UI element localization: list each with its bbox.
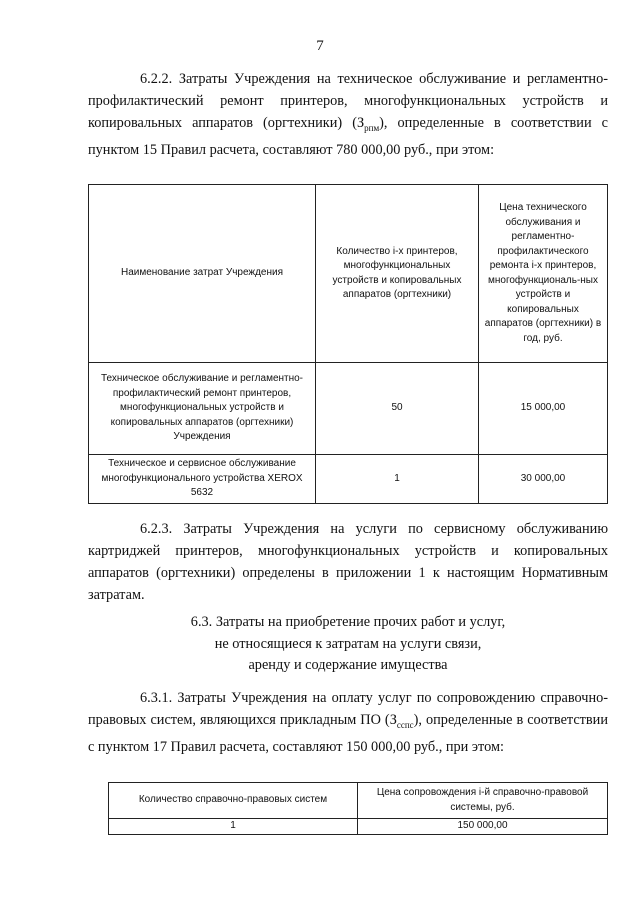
p631-text-after: ), определенные в соответствии с пунктом 17 Правил расчета, составляют 150 000,00 руб., при этом:	[88, 712, 608, 755]
t1-header-price: Цена технического обслуживания и регламентно-профилактического ремонта i-х принтеров, многофункциональ-ных устройств и копировальных аппаратов (оргтехники) в год, руб.	[479, 185, 608, 363]
t1-header-qty: Количество i-х принтеров, многофункциональных устройств и копировальных аппаратов (оргтехники)	[316, 185, 479, 363]
section-heading-line1: 6.3. Затраты на приобретение прочих работ и услуг,	[190, 614, 506, 630]
table-2-header-row	[109, 783, 608, 819]
t1-header-name: Наименование затрат Учреждения	[89, 185, 316, 363]
p622-sub: рпм	[364, 122, 380, 133]
t2-header-count: Количество справочно-правовых систем	[109, 783, 358, 819]
t1-r2-qty: 1	[316, 455, 479, 504]
table-1	[88, 184, 608, 504]
t1-r2-price: 30 000,00	[479, 455, 608, 504]
t2-r1-count: 1	[109, 819, 358, 835]
t2-r1-price: 150 000,00	[358, 819, 608, 835]
section-6-3-heading	[88, 612, 608, 677]
t1-r1-price: 15 000,00	[479, 363, 608, 455]
t1-r2-name: Техническое и сервисное обслуживание многофункционального устройства XEROX 5632	[89, 455, 316, 504]
section-heading-line3: аренду и содержание имущества	[248, 657, 448, 673]
t2-header-price: Цена сопровождения i-й справочно-правовой системы, руб.	[358, 783, 608, 819]
t1-r1-qty: 50	[316, 363, 479, 455]
p631-sub: сспс	[396, 719, 414, 730]
p631-text: 6.3.1. Затраты Учреждения на оплату услуг по сопровождению справочно-правовых систем, являющихся прикладным ПО (З	[88, 690, 608, 728]
p623-text: 6.2.3. Затраты Учреждения на услуги по сервисному обслуживанию картриджей принтеров, многофункциональных устройств и копировальных аппаратов (оргтехники) определены в приложении 1 к настоящим Нормативным затратам.	[88, 521, 608, 603]
t1-r1-name: Техническое обслуживание и регламентно-профилактический ремонт принтеров, многофункциональных устройств и копировальных аппаратов (оргтехники) Учреждения	[89, 363, 316, 455]
table-row	[89, 363, 608, 455]
paragraph-6-2-3	[88, 518, 608, 606]
section-heading-line2: не относящиеся к затратам на услуги связи,	[214, 635, 482, 652]
paragraph-6-3-1	[88, 687, 608, 758]
p622-text: 6.2.2. Затраты Учреждения на техническое обслуживание и регламентно-профилактический ремонт принтеров, многофункциональных устройств и копировальных аппаратов (оргтехники) (З	[88, 71, 608, 131]
p622-text-after: ), определенные в соответствии с пунктом 15 Правил расчета, составляют 780 000,00 руб., при этом:	[88, 115, 608, 158]
page-number: 7	[316, 38, 324, 54]
table-1-header-row	[89, 185, 608, 363]
table-row	[89, 455, 608, 504]
table-2	[108, 782, 608, 835]
paragraph-6-2-2	[88, 68, 608, 161]
table-row	[109, 819, 608, 835]
